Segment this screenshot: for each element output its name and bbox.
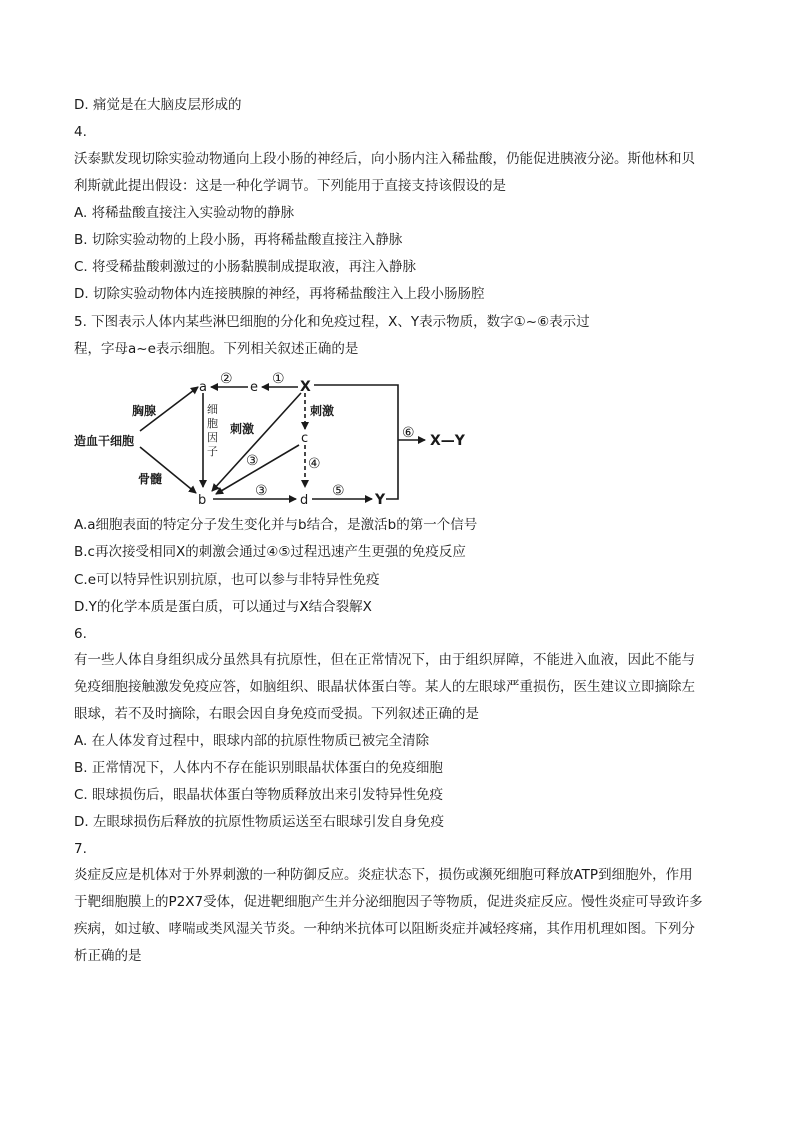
cell-e: e <box>250 380 258 395</box>
cell-c: c <box>301 431 309 446</box>
cytokine-char-1: 细 <box>207 403 218 416</box>
cell-a: a <box>199 380 207 395</box>
q5-option-a: A.a细胞表面的特定分子发生变化并与b结合，是激活b的第一个信号 <box>74 517 478 533</box>
q6-option-a: A. 在人体发育过程中，眼球内部的抗原性物质已被完全清除 <box>74 733 430 749</box>
q4-option-d: D. 切除实验动物体内连接胰腺的神经，再将稀盐酸注入上段小肠肠腔 <box>74 286 485 302</box>
q6-stem-line1: 有一些人体自身组织成分虽然具有抗原性，但在正常情况下，由于组织屏障，不能进入血液，因此不能与 <box>74 652 695 668</box>
label-bone-marrow: 骨髓 <box>138 472 163 486</box>
substance-x: X <box>300 379 311 395</box>
q7-stem-line2: 于靶细胞膜上的P2X7受体，促进靶细胞产生并分泌细胞因子等物质，促进炎症反应。慢性炎症可导致许多 <box>74 894 703 910</box>
cell-d: d <box>300 493 309 508</box>
label-thymus: 胸腺 <box>132 404 157 418</box>
q7-number: 7. <box>74 841 87 857</box>
q4-number: 4. <box>74 124 87 140</box>
q7-stem-line3: 疾病，如过敏、哮喘或类风湿关节炎。一种纳米抗体可以阻断炎症并减轻疼痛，其作用机理如图。下列分 <box>74 921 695 937</box>
q6-stem-line3: 眼球，若不及时摘除，右眼会因自身免疫而受损。下列叙述正确的是 <box>74 706 479 722</box>
process-3-upper: ③ <box>246 453 259 469</box>
bracket-line <box>314 385 398 499</box>
complex-x-y: X—Y <box>430 433 465 449</box>
process-4: ④ <box>308 456 321 472</box>
q4-option-c: C. 将受稀盐酸刺激过的小肠黏膜制成提取液，再注入静脉 <box>74 259 417 275</box>
q5-option-c: C.e可以特异性识别抗原，也可以参与非特异性免疫 <box>74 572 380 588</box>
process-1: ① <box>272 371 285 387</box>
cytokine-char-3: 因 <box>207 431 218 444</box>
process-2: ② <box>220 371 233 387</box>
q7-stem-line1: 炎症反应是机体对于外界刺激的一种防御反应。炎症状态下，损伤或濒死细胞可释放ATP到细胞外，作用 <box>74 867 693 883</box>
substance-y: Y <box>375 492 386 508</box>
lymphocyte-differentiation-diagram <box>70 365 490 510</box>
cell-b: b <box>198 493 207 508</box>
arrow-hsc-to-b <box>140 447 196 493</box>
q4-stem-line2: 利斯就此提出假设：这是一种化学调节。下列能用于直接支持该假设的是 <box>74 178 506 194</box>
cytokine-char-2: 胞 <box>207 417 218 430</box>
q5-stem-line1: 5. 下图表示人体内某些淋巴细胞的分化和免疫过程，X、Y表示物质，数字①~⑥表示过 <box>74 314 590 330</box>
q5-stem-line2: 程，字母a~e表示细胞。下列相关叙述正确的是 <box>74 341 359 357</box>
q5-option-b: B.c再次接受相同X的刺激会通过④⑤过程迅速产生更强的免疫反应 <box>74 544 466 560</box>
process-3-lower: ③ <box>255 483 268 499</box>
q7-stem-line4: 析正确的是 <box>74 948 142 964</box>
q6-option-c: C. 眼球损伤后，眼晶状体蛋白等物质释放出来引发特异性免疫 <box>74 787 444 803</box>
q4-option-a: A. 将稀盐酸直接注入实验动物的静脉 <box>74 205 295 221</box>
q6-stem-line2: 免疫细胞接触激发免疫应答，如脑组织、眼晶状体蛋白等。某人的左眼球严重损伤，医生建议立即摘除左 <box>74 679 695 695</box>
q4-option-b: B. 切除实验动物的上段小肠，再将稀盐酸直接注入静脉 <box>74 232 403 248</box>
process-6: ⑥ <box>402 425 415 441</box>
q6-number: 6. <box>74 626 87 642</box>
q5-option-d: D.Y的化学本质是蛋白质，可以通过与X结合裂解X <box>74 599 372 615</box>
label-stimulus-2: 刺激 <box>310 404 335 418</box>
arrow-x-to-b <box>212 393 301 491</box>
label-hematopoietic-stem-cell: 造血干细胞 <box>74 434 135 448</box>
q6-option-b: B. 正常情况下，人体内不存在能识别眼晶状体蛋白的免疫细胞 <box>74 760 443 776</box>
process-5: ⑤ <box>332 483 345 499</box>
q6-option-d: D. 左眼球损伤后释放的抗原性物质运送至右眼球引发自身免疫 <box>74 814 444 830</box>
q4-stem-line1: 沃泰默发现切除实验动物通向上段小肠的神经后，向小肠内注入稀盐酸，仍能促进胰液分泌。斯他林和贝 <box>74 151 695 167</box>
cytokine-char-4: 子 <box>207 445 218 458</box>
label-stimulus-1: 刺激 <box>230 422 255 436</box>
q3-option-d: D. 痛觉是在大脑皮层形成的 <box>74 97 242 113</box>
